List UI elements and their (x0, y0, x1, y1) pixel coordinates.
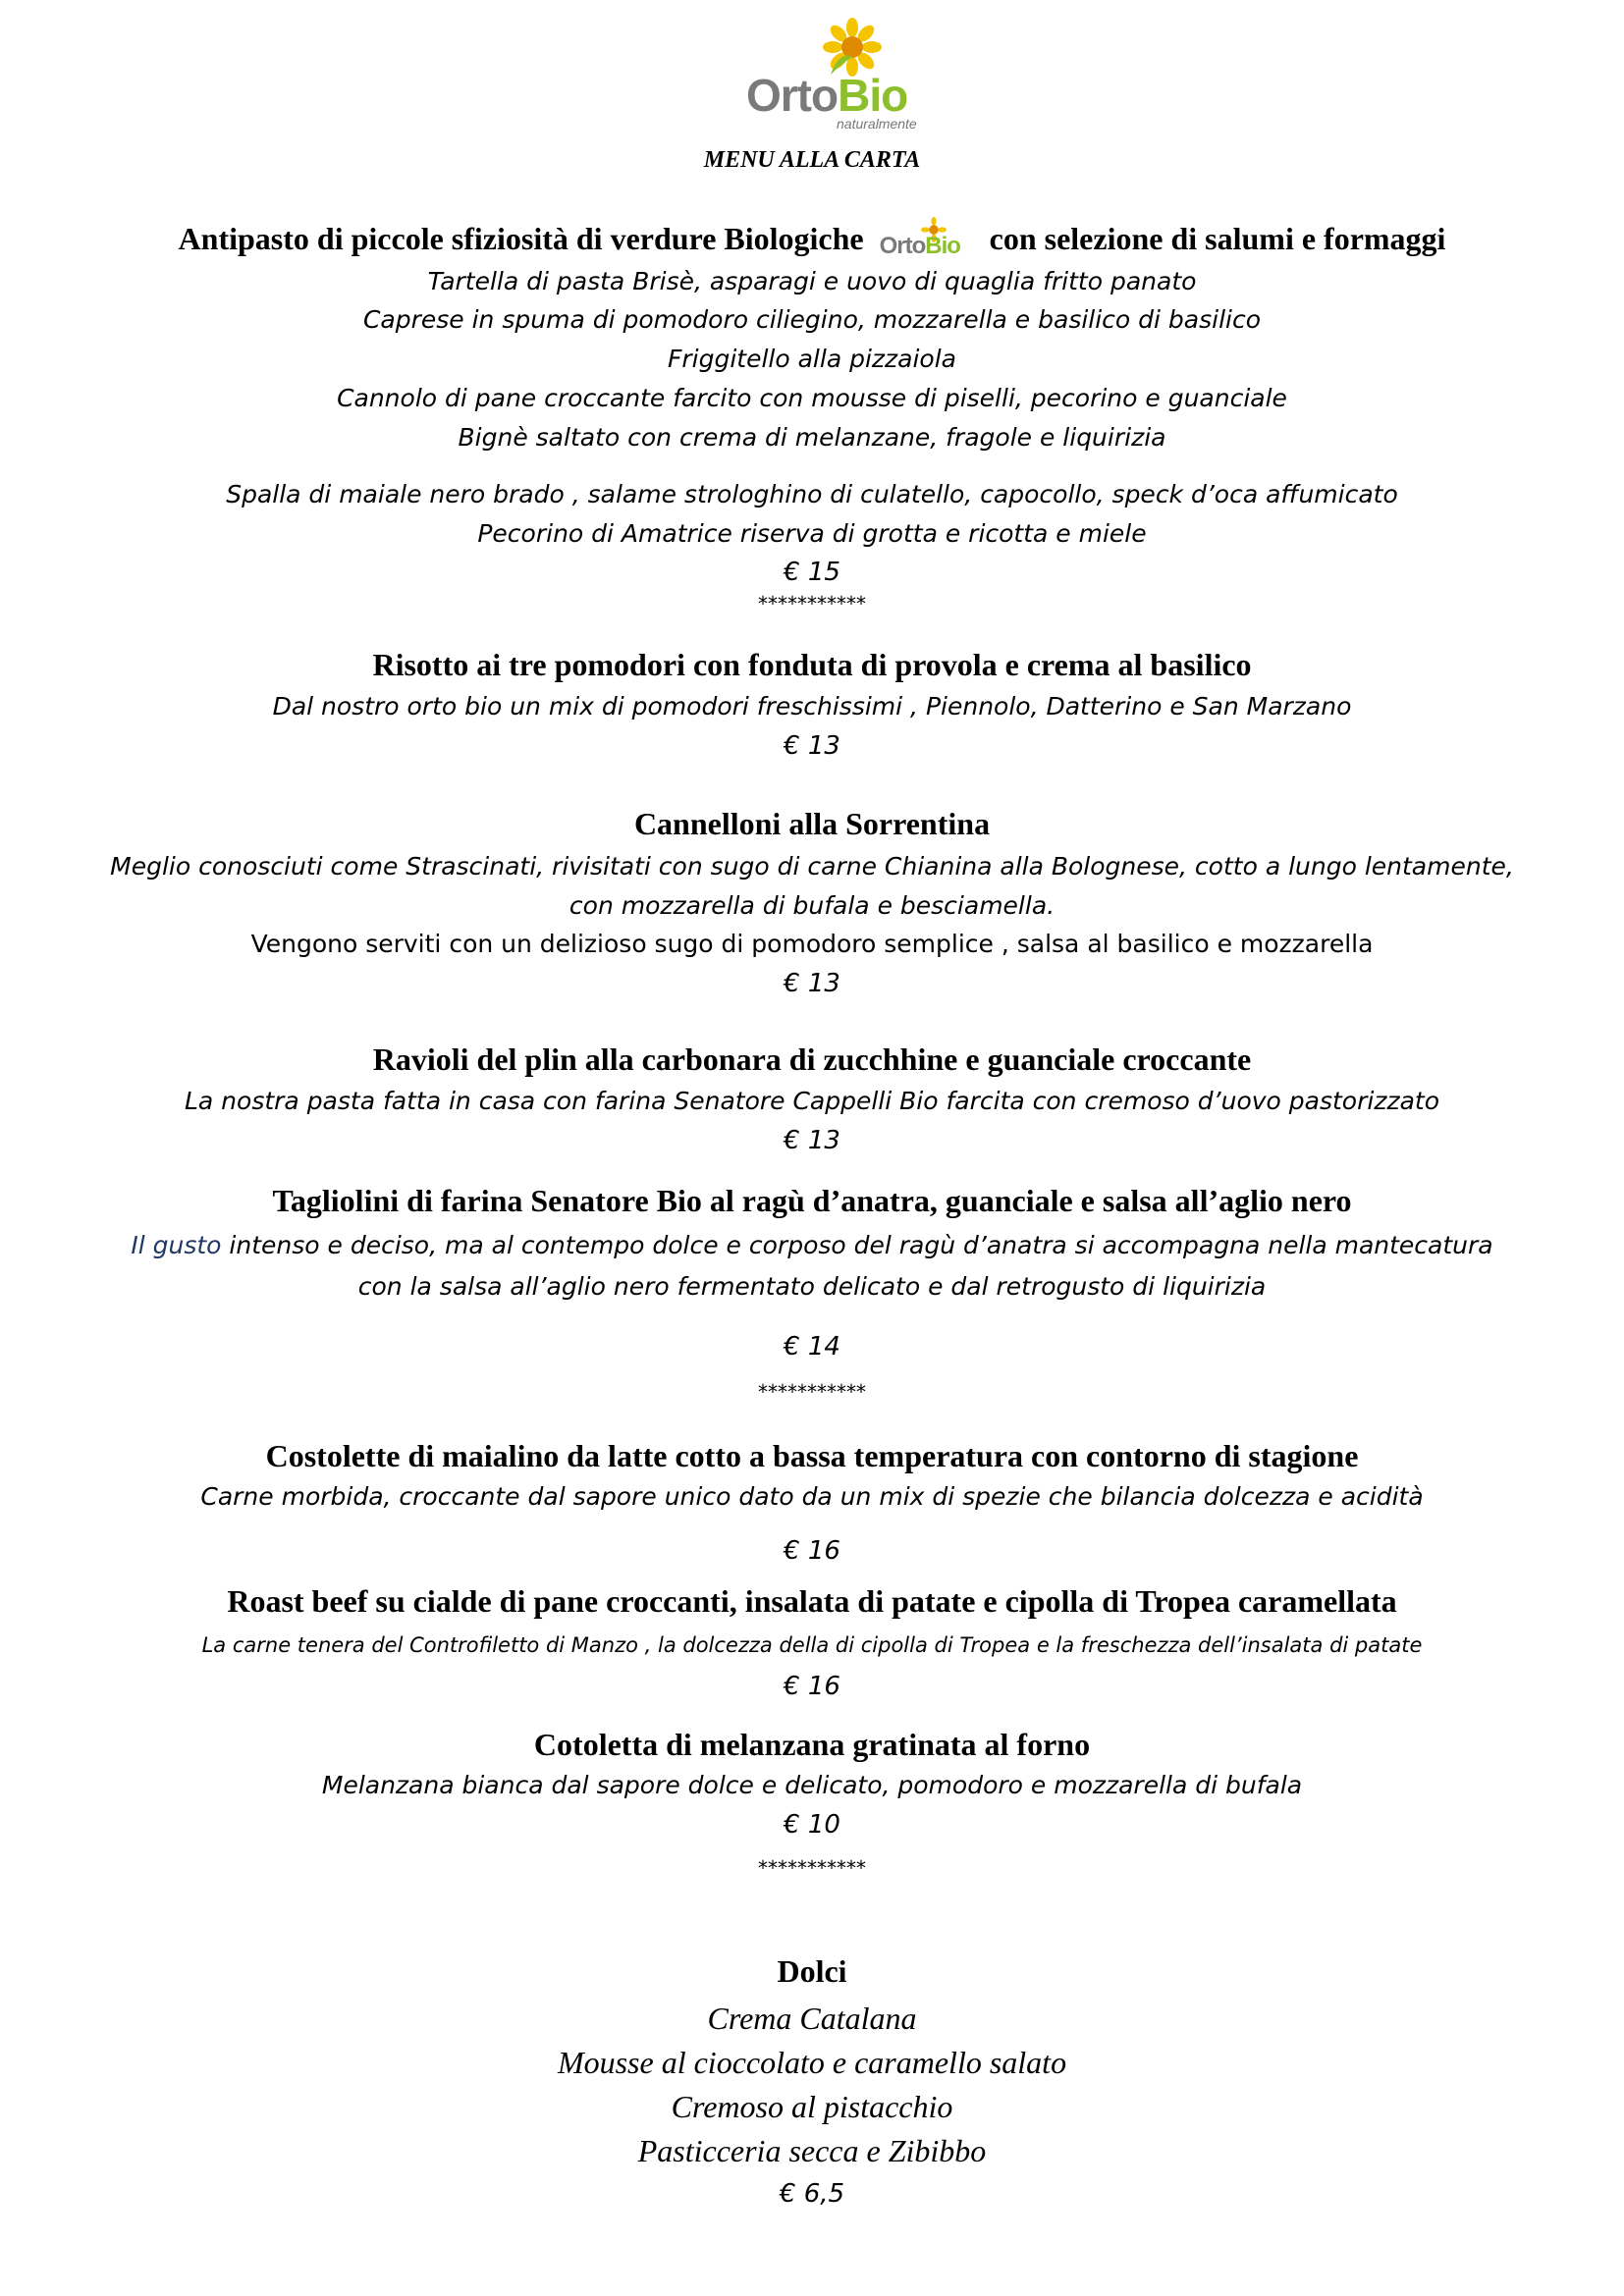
roastbeef-title: Roast beef su cialde di pane croccanti, insalata di patate e cipolla di Tropea caramellata (227, 1583, 1397, 1619)
antipasto-price: € 15 (784, 558, 840, 587)
antipasto-item: Tartella di pasta Brisè, asparagi e uovo di quaglia fritto panato (427, 267, 1197, 295)
tagliolini-price: € 14 (784, 1332, 840, 1362)
cannelloni-desc: Meglio conosciuti come Strascinati, rivisitati con sugo di carne Chianina alla Bolognese, cotto a lungo lentamente, (110, 852, 1514, 881)
roastbeef-desc: La carne tenera del Controfiletto di Manzo , la dolcezza della di cipolla di Tropea e la freschezza dell’insalata di patate (201, 1633, 1423, 1657)
antipasto-item: Friggitello alla pizzaiola (668, 345, 956, 373)
tagliolini-title: Tagliolini di farina Senatore Bio al ragù d’anatra, guanciale e salsa all’aglio nero (272, 1183, 1352, 1218)
ravioli-price: € 13 (784, 1126, 840, 1155)
separator: *********** (758, 1380, 866, 1404)
dolci-title: Dolci (777, 1953, 847, 1989)
cannelloni-desc: con mozzarella di bufala e besciamella. (568, 891, 1056, 920)
salumi-line: Spalla di maiale nero brado , salame strologhino di culatello, capocollo, speck d’oca affumicato (226, 480, 1398, 508)
dolci-item: Pasticceria secca e Zibibbo (637, 2133, 987, 2168)
risotto-desc: Dal nostro orto bio un mix di pomodori freschissimi , Piennolo, Datterino e San Marzano (272, 692, 1352, 721)
separator: *********** (758, 1856, 866, 1880)
costolette-desc: Carne morbida, croccante dal sapore unico dato da un mix di spezie che bilancia dolcezza e acidità (200, 1482, 1424, 1511)
costolette-title: Costolette di maialino da latte cotto a bassa temperatura con contorno di stagione (265, 1438, 1359, 1473)
dolci-item: Crema Catalana (707, 2001, 917, 2036)
dolci-price: € 6,5 (779, 2179, 845, 2209)
cannelloni-desc: Vengono serviti con un delizioso sugo di pomodoro semplice , salsa al basilico e mozzarella (250, 930, 1374, 958)
logo-wordmark: OrtoBio (746, 70, 908, 121)
antipasto-item: Cannolo di pane croccante farcito con mousse di piselli, pecorino e guanciale (337, 384, 1287, 412)
ortobio-logo (727, 10, 943, 132)
dolci-item: Mousse al cioccolato e caramello salato (557, 2045, 1067, 2080)
cannelloni-title: Cannelloni alla Sorrentina (633, 806, 991, 841)
antipasto-item: Caprese in spuma di pomodoro ciliegino, mozzarella e basilico di basilico (362, 305, 1262, 334)
cotoletta-title: Cotoletta di melanzana gratinata al forno (533, 1727, 1091, 1762)
antipasto-title: Antipasto di piccole sfiziosità di verdure Biologiche OrtoBio con selezione di salumi e formaggi (0, 219, 1624, 264)
tagliolini-desc: con la salsa all’aglio nero fermentato delicato e dal retrogusto di liquirizia (357, 1272, 1267, 1301)
tagliolini-desc: Il gusto intenso e deciso, ma al contempo dolce e corposo del ragù d’anatra si accompagna nella mantecatura (131, 1231, 1493, 1259)
risotto-title: Risotto ai tre pomodori con fonduta di provola e crema al basilico (372, 647, 1252, 682)
ravioli-desc: La nostra pasta fatta in casa con farina Senatore Cappelli Bio farcita con cremoso d’uovo pastorizzato (184, 1087, 1439, 1115)
roastbeef-price: € 16 (784, 1672, 840, 1701)
ravioli-title: Ravioli del plin alla carbonara di zucchhine e guanciale croccante (372, 1041, 1252, 1077)
costolette-price: € 16 (784, 1536, 840, 1566)
antipasto-item: Bignè saltato con crema di melanzane, fragole e liquirizia (458, 423, 1166, 452)
logo-tagline: naturalmente (837, 116, 917, 132)
sunflower-icon (823, 18, 882, 77)
separator: *********** (758, 592, 866, 615)
salumi-line: Pecorino di Amatrice riserva di grotta e ricotta e miele (477, 519, 1147, 548)
menu-title: MENU ALLA CARTA (703, 147, 921, 173)
cotoletta-desc: Melanzana bianca dal sapore dolce e delicato, pomodoro e mozzarella di bufala (321, 1771, 1303, 1799)
risotto-price: € 13 (784, 731, 840, 761)
cotoletta-price: € 10 (784, 1810, 840, 1840)
ortobio-inline-logo: OrtoBio (878, 221, 976, 264)
cannelloni-price: € 13 (784, 969, 840, 998)
dolci-item: Cremoso al pistacchio (671, 2089, 953, 2124)
